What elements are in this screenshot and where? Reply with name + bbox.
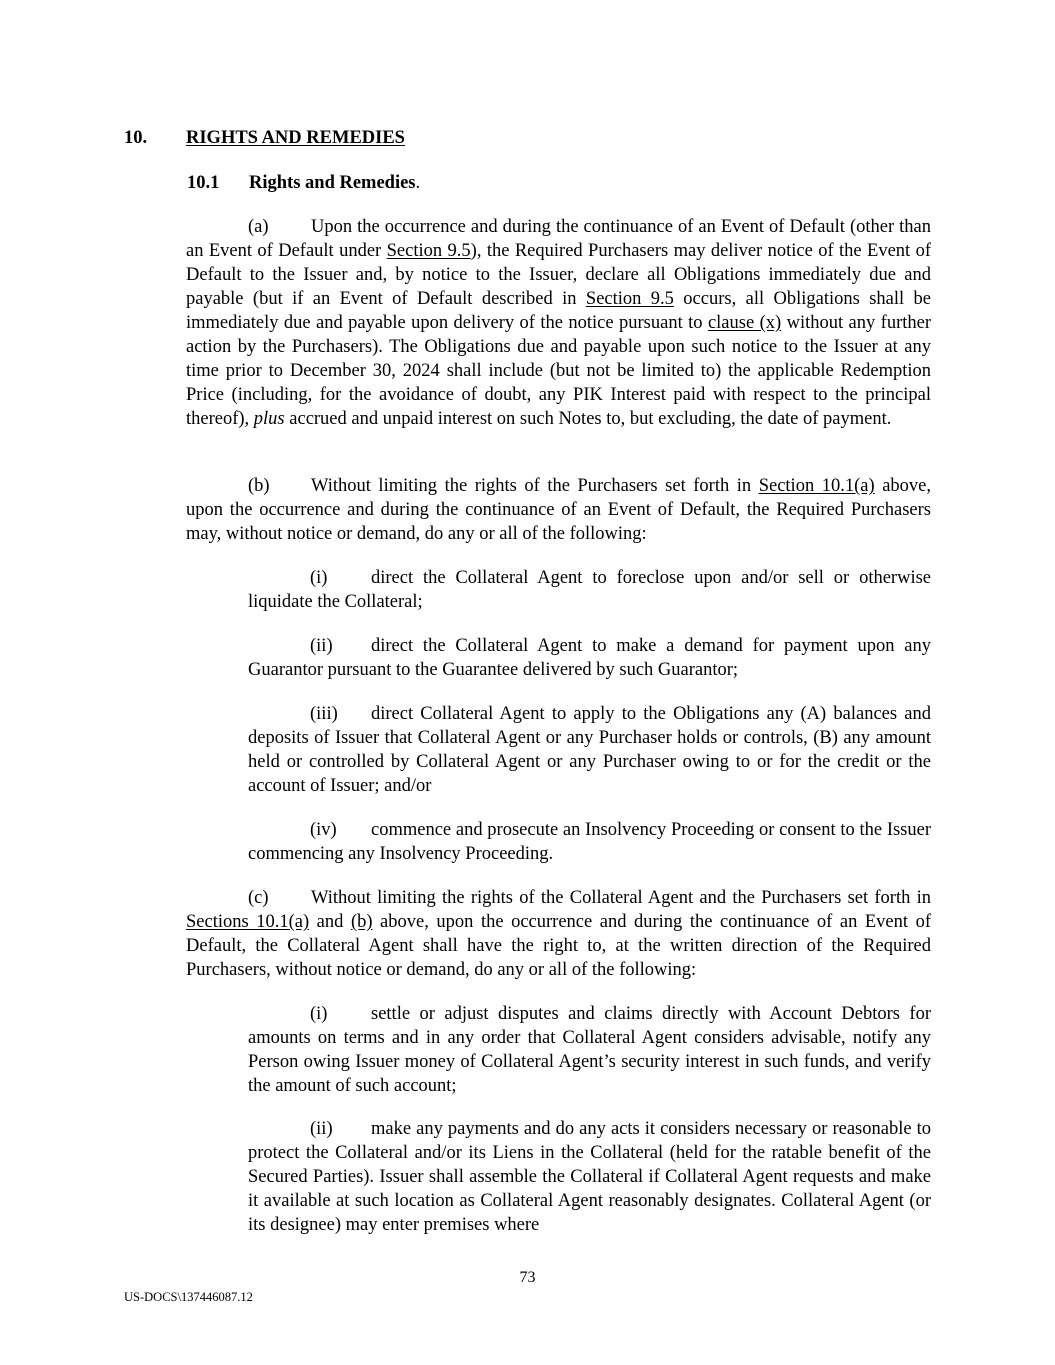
list-item-b-i (248, 566, 931, 614)
sections-10-1a-reference: Sections 10.1(a) (186, 912, 310, 932)
paragraph-a-text-4: without any further action by the Purchasers). The Obligations due and payable upon such notice to the Issuer at any time prior to December 30, 2024 shall include (but not be limited to) the applicable Redemption Price (including, for the avoidance of doubt, any PIK Interest paid with respect to the principal thereof), (186, 313, 931, 429)
subsection-heading (187, 171, 421, 195)
document-id: US-DOCS\137446087.12 (124, 1290, 253, 1304)
plus-italic: plus (253, 409, 285, 429)
list-item-text: make any payments and do any acts it considers necessary or reasonable to protect the Collateral and/or its Liens in the Collateral (held for the ratable benefit of the Secured Parties). Issuer shall assemble the Collateral if Collateral Agent requests and make it available at such location as Collateral Agent reasonably designates. Collateral Agent (or its designee) may enter premises where (248, 1119, 931, 1235)
paragraph-c-text-2: and (309, 912, 351, 932)
clause-x-reference: clause (x) (707, 313, 782, 333)
section-heading (124, 126, 405, 150)
list-item-label: (iii) (310, 704, 338, 724)
paragraph-b-text-2: above, upon the occurrence and during the continuance of an Event of Default, the Required Purchasers may, without notice or demand, do any or all of the following: (186, 476, 931, 544)
list-item-label: (ii) (310, 636, 333, 656)
paragraph-a-text-1: Upon the occurrence and during the continuance of an Event of Default (other than an Event of Default under (186, 217, 931, 261)
list-item-label: (i) (310, 568, 328, 588)
paragraph-a-text-2: ), the Required Purchasers may deliver notice of the Event of Default to the Issuer and, by notice to the Issuer, declare all Obligations immediately due and payable (but if an Event of Default described in (186, 241, 931, 309)
list-item-text: settle or adjust disputes and claims directly with Account Debtors for amounts on terms and in any order that Collateral Agent considers advisable, notify any Person owing Issuer money of Collateral Agent’s security interest in such funds, and verify the amount of such account; (248, 1004, 931, 1096)
paragraph-a-label: (a) (248, 217, 269, 237)
page-number: 73 (519, 1269, 536, 1286)
paragraph-a-text-5: accrued and unpaid interest on such Notes to, but excluding, the date of payment. (284, 409, 892, 429)
subsection-number: 10.1 (187, 173, 220, 193)
list-item-text: direct the Collateral Agent to make a demand for payment upon any Guarantor pursuant to the Guarantee delivered by such Guarantor; (248, 636, 931, 680)
list-item-text: direct the Collateral Agent to foreclose upon and/or sell or otherwise liquidate the Collateral; (248, 568, 931, 612)
paragraph-b-label: (b) (248, 476, 270, 496)
list-item-b-iii (248, 702, 931, 798)
subsection-title: Rights and Remedies (249, 173, 416, 193)
list-item-label: (i) (310, 1004, 328, 1024)
section-number: 10. (124, 128, 148, 148)
paragraph-c-label: (c) (248, 888, 269, 908)
subsection-title-punct: . (415, 173, 421, 193)
list-item-text: commence and prosecute an Insolvency Proceeding or consent to the Issuer commencing any Insolvency Proceeding. (248, 820, 931, 864)
paragraph-c-text-1: Without limiting the rights of the Collateral Agent and the Purchasers set forth in (311, 888, 931, 908)
list-item-b-ii (248, 634, 931, 682)
list-item-text: direct Collateral Agent to apply to the Obligations any (A) balances and deposits of Issuer that Collateral Agent or any Purchaser holds or controls, (B) any amount held or controlled by Collateral Agent or any Purchaser owing to or for the credit or the account of Issuer; and/or (248, 704, 931, 796)
list-item-b-iv (248, 818, 931, 866)
paragraph-c (186, 886, 931, 982)
section-9-5-reference: Section 9.5 (386, 241, 471, 261)
paragraph-b-text-1: Without limiting the rights of the Purchasers set forth in (311, 476, 759, 496)
list-item-c-i (248, 1002, 931, 1098)
list-item-c-ii (248, 1117, 931, 1237)
section-9-5-reference-2: Section 9.5 (585, 289, 674, 309)
paragraph-b (186, 474, 931, 546)
list-item-label: (ii) (310, 1119, 333, 1139)
section-10-1a-reference: Section 10.1(a) (758, 476, 875, 496)
paragraph-c-text-3: above, upon the occurrence and during the continuance of an Event of Default, the Collateral Agent shall have the right to, at the written direction of the Required Purchasers, without notice or demand, do any or all of the following: (186, 912, 931, 980)
paragraph-a (186, 215, 931, 431)
paragraph-a-text-3: occurs, all Obligations shall be immediately due and payable upon delivery of the notice pursuant to (186, 289, 931, 333)
list-item-label: (iv) (310, 820, 337, 840)
section-title: RIGHTS AND REMEDIES (186, 128, 405, 148)
clause-b-reference: (b) (350, 912, 373, 932)
